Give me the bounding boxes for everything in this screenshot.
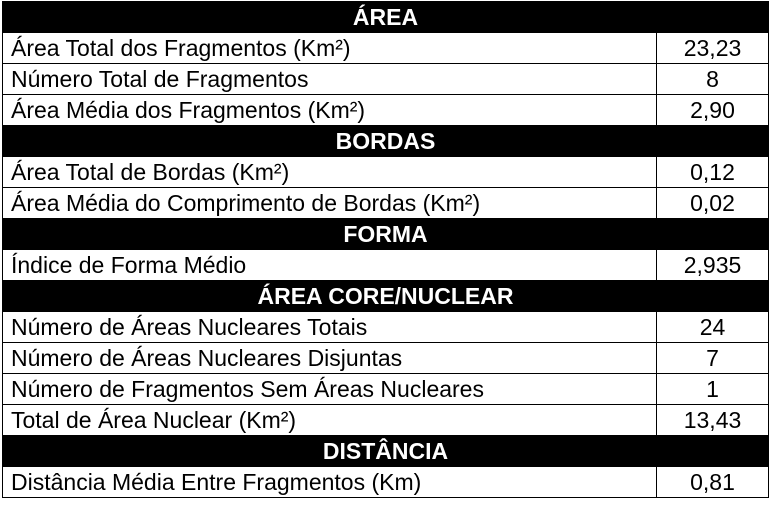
- section-title: ÁREA CORE/NUCLEAR: [3, 281, 769, 312]
- metric-label: Número de Áreas Nucleares Disjuntas: [3, 343, 657, 374]
- metric-label: Total de Área Nuclear (Km²): [3, 405, 657, 436]
- metric-value: 2,935: [657, 250, 769, 281]
- metric-value: 23,23: [657, 33, 769, 64]
- table-row: [3, 64, 769, 95]
- table-row: [3, 95, 769, 126]
- metric-label: Área Média do Comprimento de Bordas (Km²): [3, 188, 657, 219]
- metric-value: 0,02: [657, 188, 769, 219]
- table-row: [3, 188, 769, 219]
- metric-label: Número Total de Fragmentos: [3, 64, 657, 95]
- section-header-forma: [3, 219, 769, 250]
- section-title: ÁREA: [3, 2, 769, 33]
- metric-value: 13,43: [657, 405, 769, 436]
- table-row: [3, 250, 769, 281]
- section-header-distancia: [3, 436, 769, 467]
- table-row: [3, 405, 769, 436]
- table-row: [3, 343, 769, 374]
- metric-value: 24: [657, 312, 769, 343]
- section-title: DISTÂNCIA: [3, 436, 769, 467]
- section-header-area-core: [3, 281, 769, 312]
- metric-label: Número de Áreas Nucleares Totais: [3, 312, 657, 343]
- table-row: [3, 312, 769, 343]
- metric-value: 0,81: [657, 467, 769, 498]
- metric-label: Área Total de Bordas (Km²): [3, 157, 657, 188]
- table-row: [3, 374, 769, 405]
- metric-value: 2,90: [657, 95, 769, 126]
- metric-label: Distância Média Entre Fragmentos (Km): [3, 467, 657, 498]
- metric-value: 7: [657, 343, 769, 374]
- table-row: [3, 157, 769, 188]
- metric-label: Índice de Forma Médio: [3, 250, 657, 281]
- metric-value: 1: [657, 374, 769, 405]
- metric-label: Área Total dos Fragmentos (Km²): [3, 33, 657, 64]
- metric-label: Número de Fragmentos Sem Áreas Nucleares: [3, 374, 657, 405]
- table-row: [3, 33, 769, 64]
- section-header-area: [3, 2, 769, 33]
- section-title: FORMA: [3, 219, 769, 250]
- metric-label: Área Média dos Fragmentos (Km²): [3, 95, 657, 126]
- metric-value: 8: [657, 64, 769, 95]
- landscape-metrics-table: [2, 1, 769, 498]
- section-header-bordas: [3, 126, 769, 157]
- metric-value: 0,12: [657, 157, 769, 188]
- table-row: [3, 467, 769, 498]
- section-title: BORDAS: [3, 126, 769, 157]
